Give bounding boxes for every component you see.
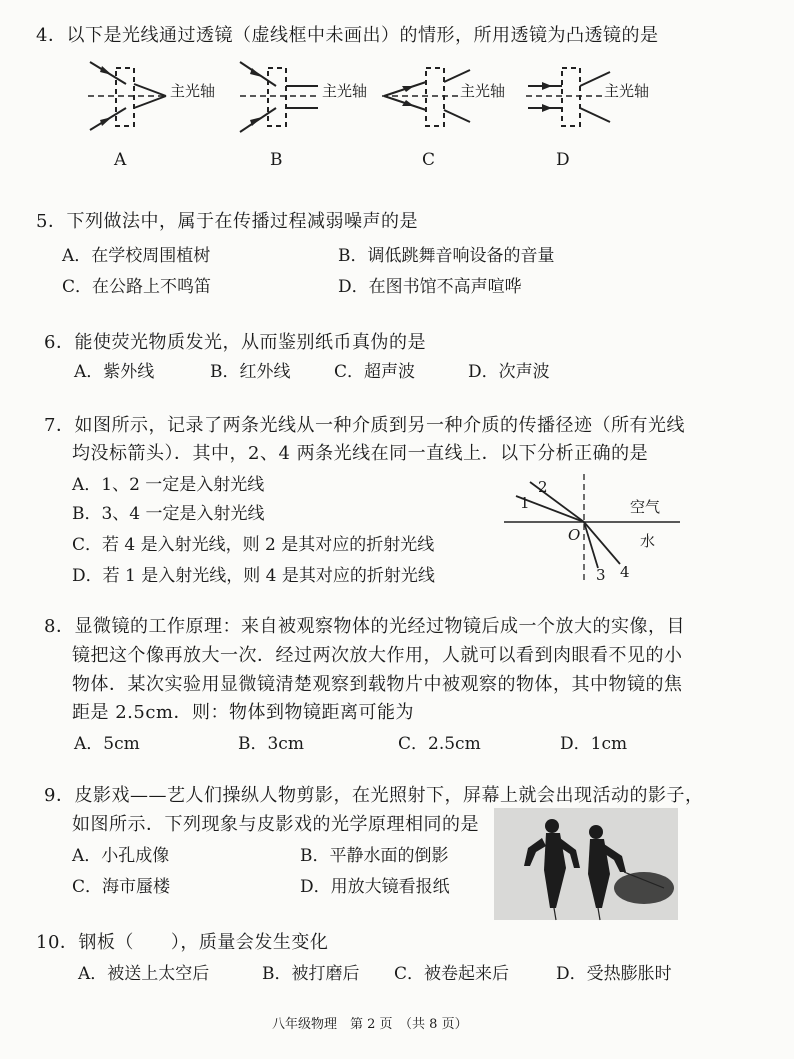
q7-air-label: 空气 (630, 498, 661, 516)
q7-ray-label-1: 1 (520, 494, 530, 512)
q7-option-c: C．若 4 是入射光线，则 2 是其对应的折射光线 (72, 535, 435, 555)
q10-option-b: B．被打磨后 (262, 964, 360, 984)
q9-option-a: A．小孔成像 (72, 846, 170, 866)
shadow-play-photo (494, 808, 678, 920)
q6-option-b: B．红外线 (210, 362, 291, 382)
q7-stem-line1: 7．如图所示，记录了两条光线从一种介质到另一种介质的传播径迹（所有光线 (44, 415, 685, 436)
q10-option-a: A．被送上太空后 (78, 964, 210, 984)
q8-stem-line3: 物体．某次实验用显微镜清楚观察到载物片中被观察的物体，其中物镜的焦 (72, 674, 683, 695)
q7-ray-label-3: 3 (596, 566, 606, 584)
q8-stem-line1: 8．显微镜的工作原理：来自被观察物体的光经过物镜后成一个放大的实像，目 (44, 616, 685, 637)
q9-stem-line2: 如图所示．下列现象与皮影戏的光学原理相同的是 (72, 814, 479, 835)
q7-origin-label: O (568, 526, 581, 544)
q7-water-label: 水 (640, 532, 656, 550)
q6-option-c: C．超声波 (334, 362, 416, 382)
q8-stem-line2: 镜把这个像再放大一次．经过两次放大作用，人就可以看到肉眼看不见的小 (72, 645, 683, 666)
q9-stem-line1: 9．皮影戏——艺人们操纵人物剪影，在光照射下，屏幕上就会出现活动的影子， (44, 785, 704, 806)
q5-option-c: C．在公路上不鸣笛 (62, 277, 212, 297)
q4-axis-label-b: 主光轴 (322, 82, 368, 100)
q4-axis-label-c: 主光轴 (460, 82, 506, 100)
q7-option-a: A．1、2 一定是入射光线 (72, 475, 265, 495)
q9-option-d: D．用放大镜看报纸 (300, 877, 450, 897)
q7-stem-line2: 均没标箭头）．其中，2、4 两条光线在同一直线上．以下分析正确的是 (72, 443, 649, 464)
q8-option-c: C．2.5cm (398, 734, 481, 754)
q7-option-b: B．3、4 一定是入射光线 (72, 504, 265, 524)
q6-stem: 6．能使荧光物质发光，从而鉴别纸币真伪的是 (44, 332, 426, 353)
q5-option-a: A．在学校周围植树 (62, 246, 211, 266)
q4-stem: 4．以下是光线通过透镜（虚线框中未画出）的情形，所用透镜为凸透镜的是 (36, 25, 659, 46)
q7-ray-label-2: 2 (538, 478, 548, 496)
q4-option-b: B (270, 150, 283, 170)
q7-ray-label-4: 4 (620, 563, 630, 581)
q9-option-b: B．平静水面的倒影 (300, 846, 449, 866)
q4-option-d: D (556, 150, 570, 170)
q6-option-a: A．紫外线 (74, 362, 155, 382)
q5-option-b: B．调低跳舞音响设备的音量 (338, 246, 555, 266)
q8-option-d: D．1cm (560, 734, 628, 754)
page-footer: 八年级物理 第 2 页 （共 8 页） (272, 1017, 468, 1032)
q8-option-b: B．3cm (238, 734, 304, 754)
q4-axis-label-d: 主光轴 (604, 82, 650, 100)
q4-option-a: A (114, 150, 127, 170)
q9-option-c: C．海市蜃楼 (72, 877, 171, 897)
q6-option-d: D．次声波 (468, 362, 550, 382)
q5-option-d: D．在图书馆不高声喧哗 (338, 277, 522, 297)
q10-option-d: D．受热膨胀时 (556, 964, 672, 984)
q4-axis-label-a: 主光轴 (170, 82, 216, 100)
q10-stem: 10．钢板（ ），质量会发生变化 (36, 932, 329, 953)
q4-option-c: C (422, 150, 436, 170)
q5-stem: 5．下列做法中，属于在传播过程减弱噪声的是 (36, 211, 418, 232)
q8-option-a: A．5cm (74, 734, 140, 754)
q8-stem-line4: 距是 2.5cm．则：物体到物镜距离可能为 (72, 702, 414, 723)
q7-option-d: D．若 1 是入射光线，则 4 是其对应的折射光线 (72, 566, 435, 586)
q10-option-c: C．被卷起来后 (394, 964, 510, 984)
